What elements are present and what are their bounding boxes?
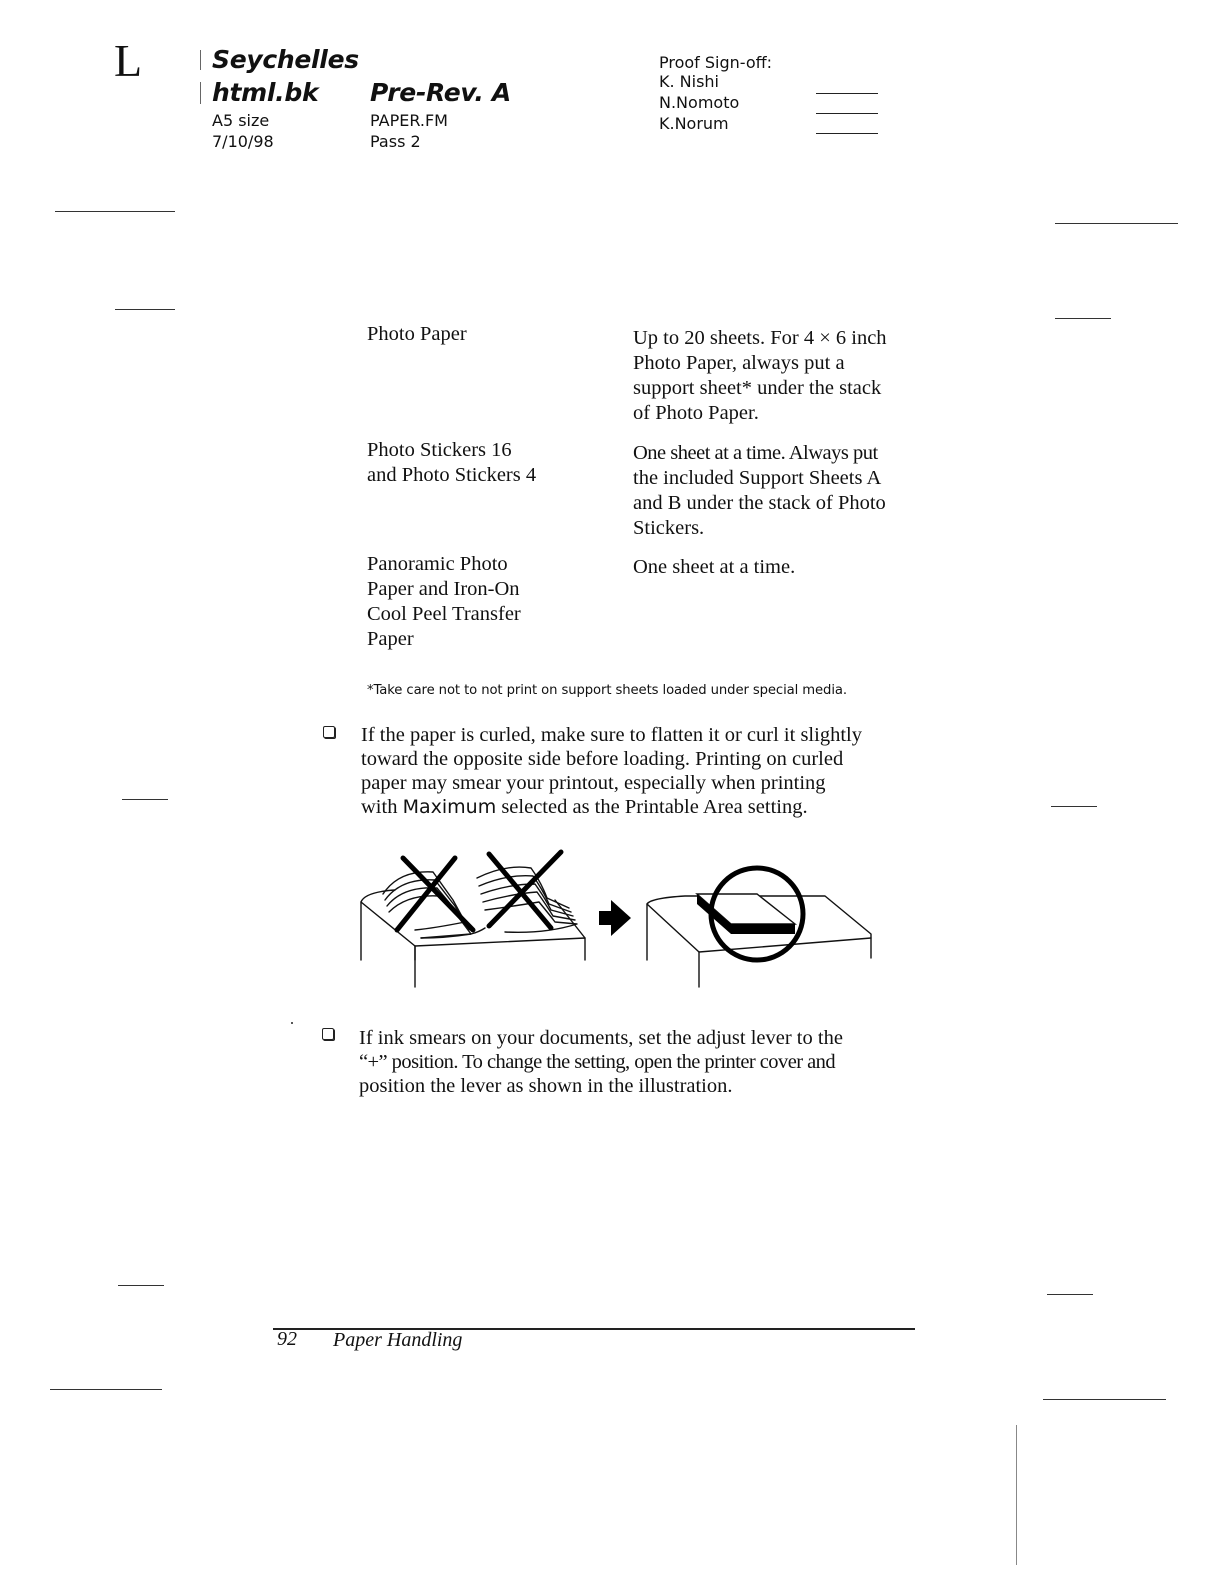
capacity-line: of Photo Paper. — [633, 402, 759, 424]
proof-name: N.Nomoto — [659, 93, 740, 112]
bullet-box-icon — [323, 726, 335, 738]
capacity-line: the included Support Sheets A — [633, 467, 882, 489]
crop-mark — [1055, 223, 1178, 224]
signoff-line — [816, 133, 878, 134]
capacity-cell — [633, 441, 886, 541]
media-line: Paper and Iron-On — [367, 578, 520, 600]
crop-mark — [50, 1389, 162, 1390]
media-line: Photo Paper — [367, 323, 467, 345]
capacity-line: and B under the stack of Photo — [633, 492, 886, 514]
paragraph-line: toward the opposite side before loading. Printing on curled — [361, 748, 844, 770]
setting-name: Maximum — [402, 796, 497, 818]
page-size: A5 size — [212, 111, 270, 130]
table-footnote: *Take care not to not print on support sheets loaded under special media. — [367, 683, 847, 698]
capacity-line: Photo Paper, always put a — [633, 352, 845, 374]
text-run: selected as the Printable Area setting. — [496, 796, 808, 818]
cross-mark-icon — [397, 858, 473, 930]
media-cell — [367, 438, 536, 488]
crop-mark — [1043, 1399, 1166, 1400]
header-tick — [200, 82, 201, 104]
media-line: Paper — [367, 628, 414, 650]
paper-curl-illustration — [355, 842, 880, 992]
capacity-line: Up to 20 sheets. For 4 × 6 inch — [633, 327, 887, 349]
paragraph-line: position the lever as shown in the illustration. — [359, 1075, 733, 1097]
capacity-line: Stickers. — [633, 517, 705, 539]
crop-mark — [55, 211, 175, 212]
bullet-paragraph — [361, 723, 862, 819]
capacity-cell — [633, 555, 795, 580]
capacity-line: support sheet* under the stack — [633, 377, 882, 399]
file-name: PAPER.FM — [370, 111, 448, 130]
signoff-line — [816, 93, 878, 94]
media-line: Photo Stickers 16 — [367, 439, 512, 461]
proof-name: K.Norum — [659, 114, 729, 133]
crop-mark — [1016, 1425, 1017, 1565]
text-run: with — [361, 796, 403, 818]
media-line: and Photo Stickers 4 — [367, 464, 537, 486]
signoff-line — [816, 113, 878, 114]
revision-label: Pre-Rev. A — [370, 78, 511, 107]
paragraph-line: “+” position. To change the setting, open the printer cover and — [359, 1051, 836, 1073]
bullet-box-icon — [322, 1028, 334, 1040]
crop-mark — [122, 799, 168, 800]
paragraph-line: If the paper is curled, make sure to flatten it or curl it slightly — [361, 724, 862, 746]
proof-name: K. Nishi — [659, 72, 719, 91]
capacity-line: One sheet at a time. — [633, 556, 796, 578]
crop-mark — [115, 309, 175, 310]
chapter-title: Paper Handling — [333, 1329, 463, 1351]
stray-dot — [291, 1022, 293, 1024]
media-line: Cool Peel Transfer — [367, 603, 521, 625]
paragraph-line: If ink smears on your documents, set the adjust lever to the — [359, 1027, 843, 1049]
capacity-cell — [633, 326, 887, 426]
capacity-line: One sheet at a time. Always put — [633, 442, 878, 464]
crop-mark — [1051, 806, 1097, 807]
arrow-right-icon — [599, 900, 631, 936]
header-tick — [200, 50, 201, 70]
paragraph-line — [361, 795, 862, 819]
crop-mark — [1055, 318, 1111, 319]
media-line: Panoramic Photo — [367, 553, 508, 575]
book-name: html.bk — [212, 78, 319, 107]
corner-letter: L — [114, 35, 143, 86]
pass-label: Pass 2 — [370, 132, 421, 151]
crop-mark — [118, 1285, 164, 1286]
media-cell — [367, 322, 467, 347]
page-number: 92 — [277, 1328, 297, 1350]
crop-mark — [1047, 1294, 1093, 1295]
paragraph-line: paper may smear your printout, especially when printing — [361, 772, 826, 794]
doc-date: 7/10/98 — [212, 132, 274, 151]
proof-signoff-title: Proof Sign-off: — [659, 53, 773, 72]
bullet-paragraph — [359, 1026, 843, 1098]
media-cell — [367, 552, 521, 652]
project-name: Seychelles — [212, 45, 359, 74]
